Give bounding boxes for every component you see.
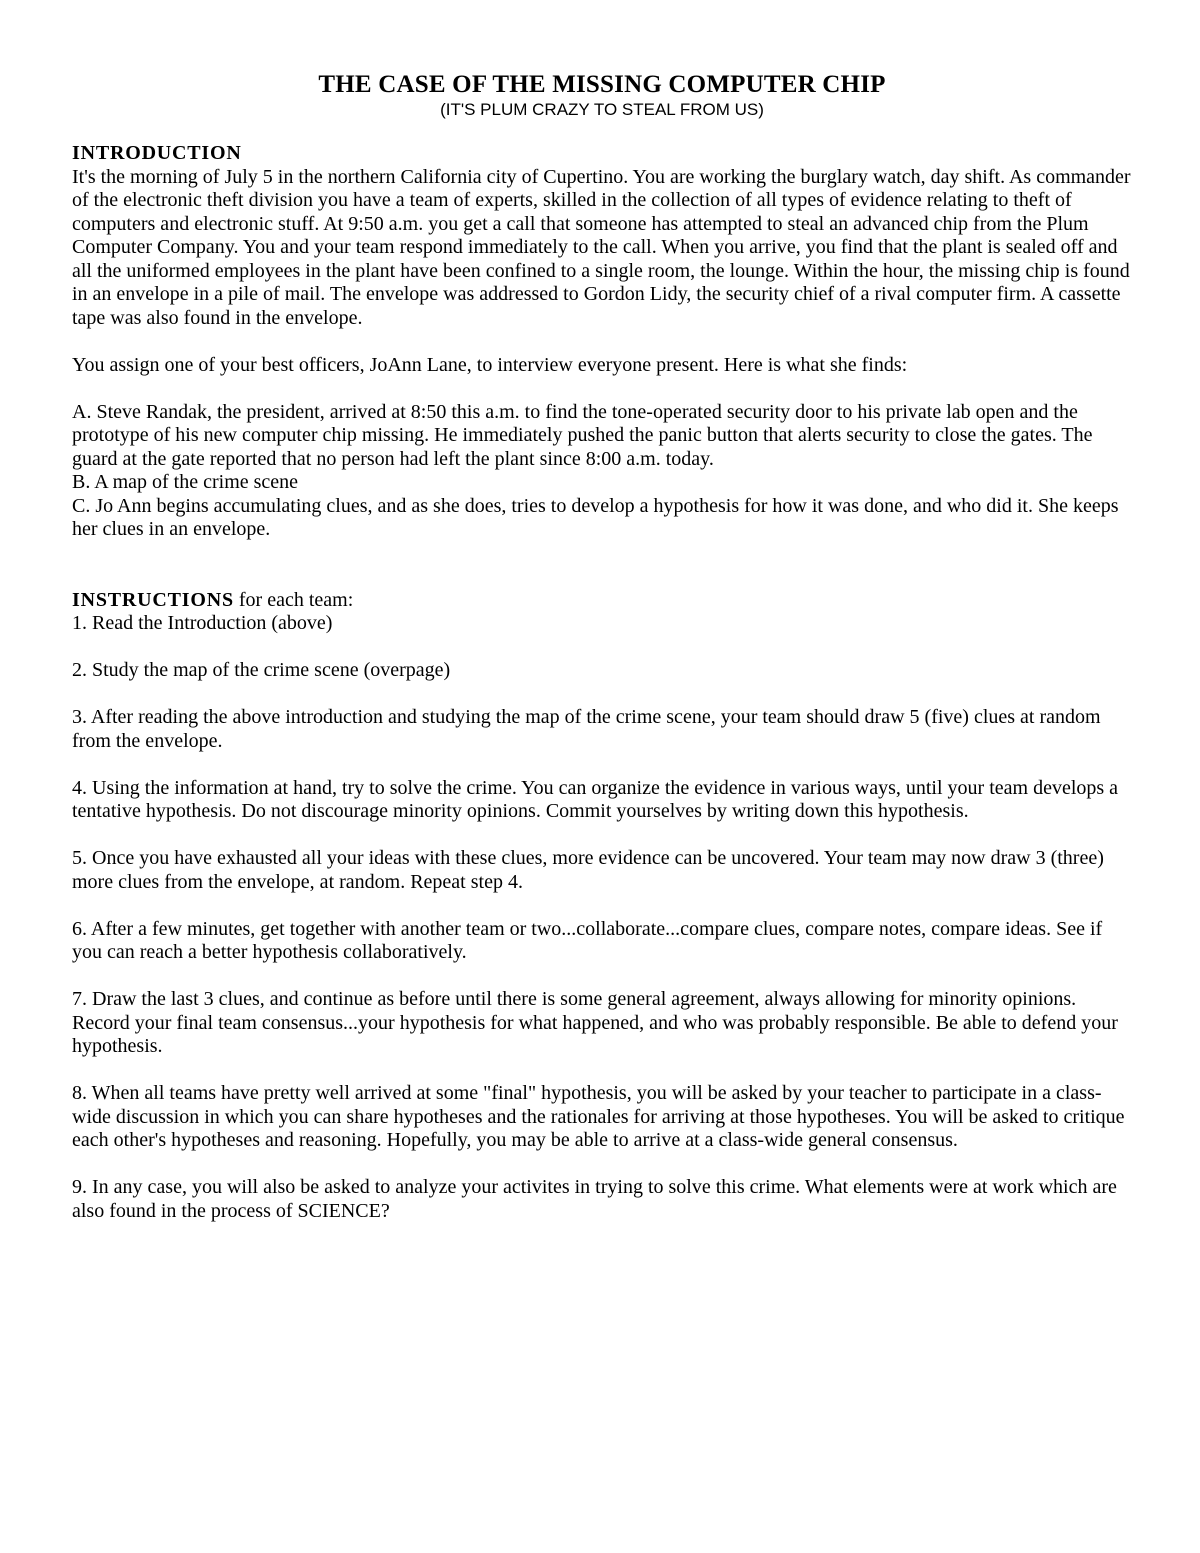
spacer [72, 377, 1132, 401]
instruction-step-3: 3. After reading the above introduction and studying the map of the crime scene, your team should draw 5 (five) clues at random from the envelope. [72, 706, 1101, 752]
instruction-step-7: 7. Draw the last 3 clues, and continue as before until there is some general agreement, always allowing for minority opinions. Record your final team consensus...your hypothesis for what happened, and who was probably responsible. Be able to defend your hypothesis. [72, 988, 1118, 1057]
introduction-section [72, 142, 1132, 542]
finding-item-c: C. Jo Ann begins accumulating clues, and as she does, tries to develop a hypothesis for how it was done, and who did it. She keeps her clues in an envelope. [72, 494, 1119, 540]
document-subtitle: (IT'S PLUM CRAZY TO STEAL FROM US) [440, 100, 764, 119]
assignment-paragraph: You assign one of your best officers, JoAnn Lane, to interview everyone present. Here is what she finds: [72, 353, 908, 376]
instruction-step-8: 8. When all teams have pretty well arrived at some "final" hypothesis, you will be asked by your teacher to participate in a class-wide discussion in which you can share hypotheses and the rationales for arriving at those hypotheses. You will be asked to critique each other's hypotheses and reasoning. Hopefully, you may be able to arrive at a class-wide general consensus. [72, 1082, 1125, 1151]
introduction-paragraph: It's the morning of July 5 in the northern California city of Cupertino. You are working the burglary watch, day shift. As commander of the electronic theft division you have a team of experts, skilled in the collection of all types of evidence relating to theft of computers and electronic stuff. At 9:50 a.m. you get a call that someone has attempted to steal an advanced chip from the Plum Computer Company. You and your team respond immediately to the call. When you arrive, you find that the plant is sealed off and all the uniformed employees in the plant have been confined to a single room, the lounge. Within the hour, the missing chip is found in an envelope in a pile of mail. The envelope was addressed to Gordon Lidy, the security chief of a rival computer firm. A cassette tape was also found in the envelope. [72, 165, 1131, 329]
document-title: THE CASE OF THE MISSING COMPUTER CHIP [318, 71, 886, 98]
finding-item-b: B. A map of the crime scene [72, 471, 299, 493]
instruction-step-9: 9. In any case, you will also be asked to analyze your activites in trying to solve this crime. What elements were at work which are also found in the process of SCIENCE? [72, 1176, 1117, 1222]
instruction-step-6: 6. After a few minutes, get together with another team or two...collaborate...compare clues, compare notes, compare ideas. See if you can reach a better hypothesis collaboratively. [72, 917, 1103, 963]
instructions-heading: INSTRUCTIONS [72, 588, 234, 611]
document-page [72, 70, 1132, 1247]
instructions-heading-suffix: for each team: [233, 588, 354, 611]
spacer [72, 542, 1132, 589]
instruction-step-1: 1. Read the Introduction (above) [72, 612, 333, 634]
instruction-step-2: 2. Study the map of the crime scene (overpage) [72, 659, 451, 681]
finding-item-a: A. Steve Randak, the president, arrived at 8:50 this a.m. to find the tone-operated security door to his private lab open and the prototype of his new computer chip missing. He immediately pushed the panic button that alerts security to close the gates. The guard at the gate reported that no person had left the plant since 8:00 a.m. today. [72, 400, 1093, 470]
spacer [72, 330, 1132, 354]
instruction-step-5: 5. Once you have exhausted all your ideas with these clues, more evidence can be uncovered. Your team may now draw 3 (three) more clues from the envelope, at random. Repeat step 4. [72, 847, 1104, 893]
instructions-heading-line [72, 589, 1132, 613]
instructions-section [72, 589, 1132, 1224]
introduction-heading: INTRODUCTION [72, 142, 242, 164]
instruction-step-4: 4. Using the information at hand, try to solve the crime. You can organize the evidence in various ways, until your team develops a tentative hypothesis. Do not discourage minority opinions. Commit yourselves by writing down this hypothesis. [72, 776, 1119, 822]
